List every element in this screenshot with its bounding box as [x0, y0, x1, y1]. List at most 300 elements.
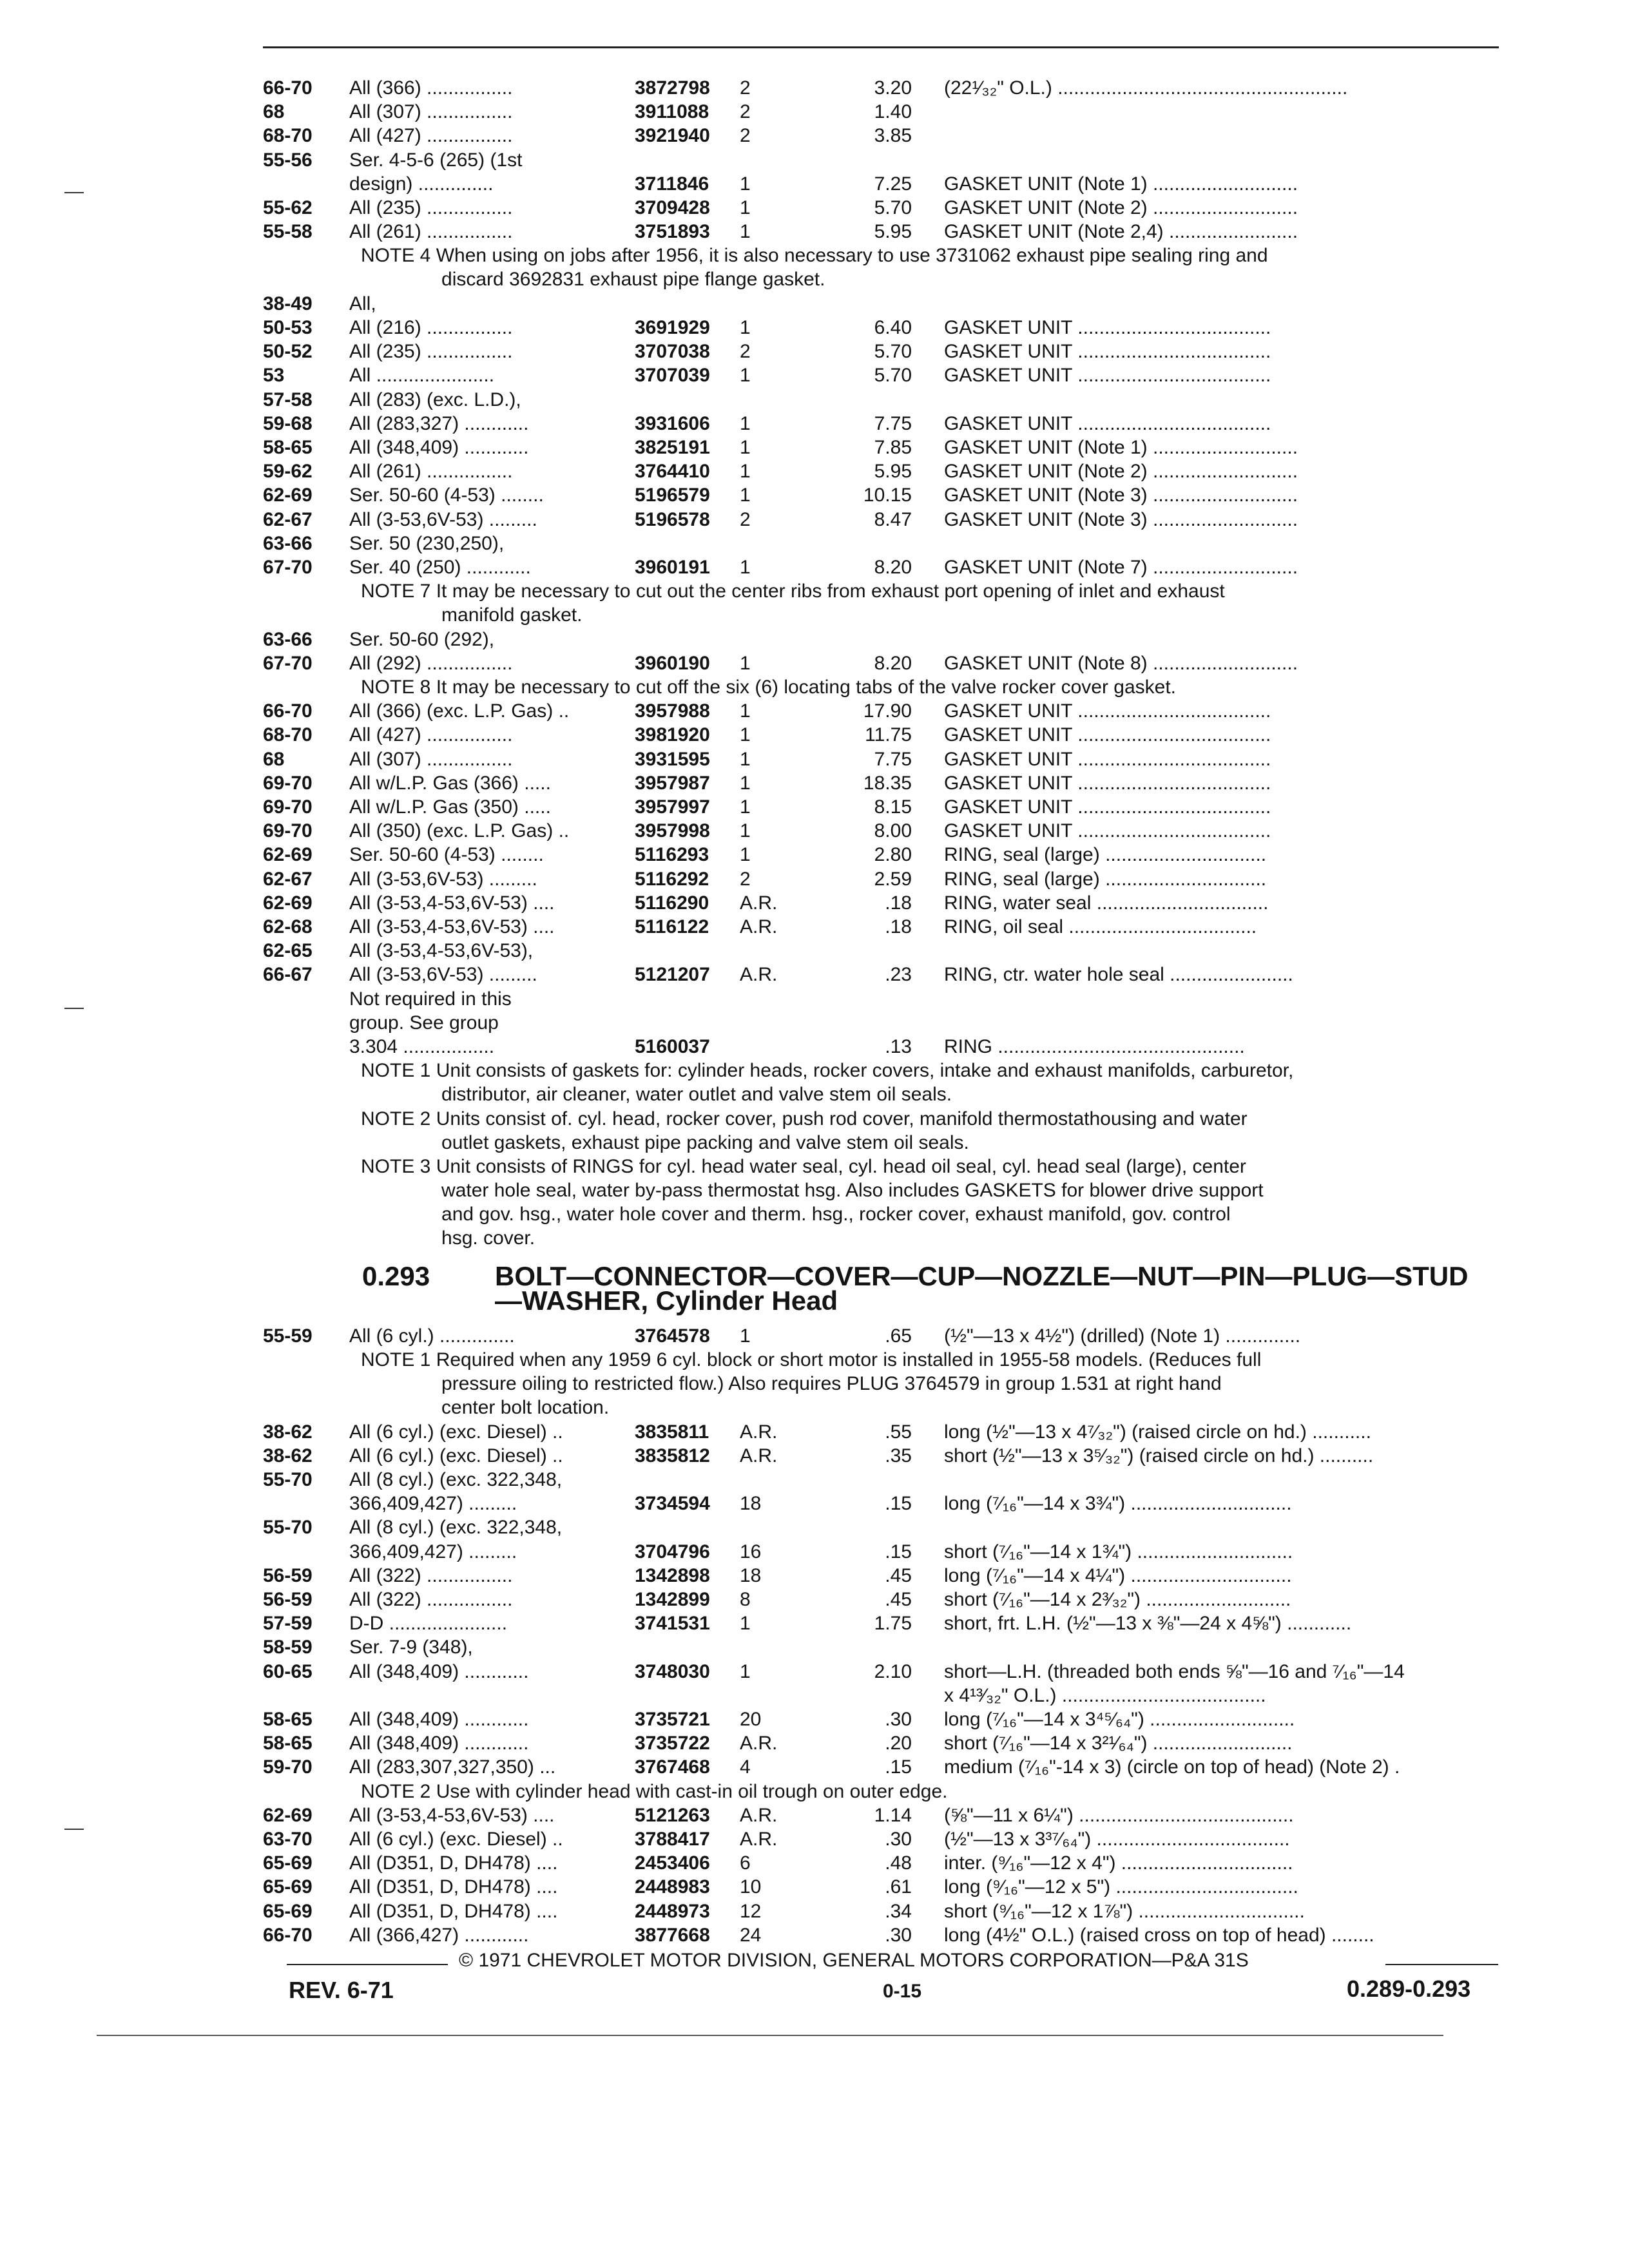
model-application: All (261) ................ — [349, 461, 513, 483]
model-years: 62-68 — [263, 916, 313, 937]
part-row — [0, 1731, 1629, 1755]
part-row — [0, 747, 1629, 771]
quantity: 24 — [740, 1924, 762, 1946]
model-application: All (3-53,6V-53) ......... — [349, 868, 537, 890]
model-application: All (3-53,6V-53) ......... — [349, 508, 537, 530]
part-number: 3764410 — [635, 461, 710, 483]
list-price: 2.10 — [874, 1660, 912, 1682]
quantity: 1 — [740, 197, 751, 218]
model-application: All (322) ................ — [349, 1589, 513, 1610]
model-application: All (307) ................ — [349, 101, 513, 123]
quantity: 1 — [740, 700, 751, 722]
model-years: 58-65 — [263, 1733, 313, 1754]
part-number: 3872798 — [635, 77, 710, 99]
part-row — [0, 1515, 1629, 1539]
model-application: All (322) ................ — [349, 1564, 513, 1586]
quantity: 2 — [740, 125, 751, 147]
part-description: short (⁷⁄₁₆"—14 x 1¾") ............................. — [944, 1541, 1293, 1562]
list-price: 3.20 — [874, 77, 912, 99]
list-price: 1.14 — [874, 1804, 912, 1826]
quantity: A.R. — [740, 1421, 778, 1443]
part-description: short, frt. L.H. (½"—13 x ⅜"—24 x 4⅝") ............ — [944, 1613, 1352, 1635]
part-number: 3788417 — [635, 1829, 710, 1850]
part-description: RING, water seal ................................ — [944, 892, 1269, 914]
part-row — [0, 483, 1629, 507]
model-application: All (6 cyl.) (exc. Diesel) .. — [349, 1445, 563, 1466]
part-row — [0, 340, 1629, 363]
part-description: GASKET UNIT (Note 1) ........................... — [944, 173, 1298, 195]
part-row — [0, 699, 1629, 723]
model-application: All (3-53,4-53,6V-53) .... — [349, 916, 555, 937]
group-subtitle: —WASHER, Cylinder Head — [495, 1285, 838, 1316]
part-description: short (⁷⁄₁₆"—14 x 3²¹⁄₆₄") .......................... — [944, 1733, 1293, 1754]
list-price: .35 — [885, 1445, 912, 1466]
list-price: 18.35 — [863, 772, 912, 794]
model-years: 58-65 — [263, 1709, 313, 1730]
model-years: 57-58 — [263, 389, 313, 410]
group-title: BOLT—CONNECTOR—COVER—CUP—NOZZLE—NUT—PIN—PLUG—STUD — [495, 1260, 1469, 1291]
quantity: 1 — [740, 820, 751, 842]
model-years: 59-62 — [263, 461, 313, 483]
model-years: 58-59 — [263, 1637, 313, 1658]
part-number: 3960191 — [635, 557, 710, 578]
list-price: .65 — [885, 1325, 912, 1347]
part-row — [0, 124, 1629, 148]
model-application: All, — [349, 293, 376, 314]
model-application: All (3-53,4-53,6V-53) .... — [349, 1804, 555, 1826]
model-application: All (348,409) ............ — [349, 437, 529, 458]
part-row — [0, 1635, 1629, 1659]
part-row — [0, 532, 1629, 555]
model-application: 366,409,427) ......... — [349, 1541, 517, 1562]
quantity: 12 — [740, 1900, 762, 1922]
part-row — [0, 508, 1629, 532]
list-price: .23 — [885, 964, 912, 986]
part-description: GASKET UNIT .................................... — [944, 748, 1271, 770]
model-application: All (348,409) ............ — [349, 1709, 529, 1730]
part-row — [0, 771, 1629, 795]
group-range: 0.289-0.293 — [1347, 1975, 1471, 2002]
model-years: 67-70 — [263, 557, 313, 578]
quantity: 8 — [740, 1589, 751, 1610]
model-years: 55-70 — [263, 1469, 313, 1490]
list-price: 7.25 — [874, 173, 912, 195]
part-row — [0, 220, 1629, 244]
list-price: .20 — [885, 1733, 912, 1754]
model-years: 62-67 — [263, 868, 313, 890]
quantity: 2 — [740, 77, 751, 99]
list-price: .61 — [885, 1876, 912, 1898]
part-number: 1342898 — [635, 1564, 710, 1586]
model-application: All (D351, D, DH478) .... — [349, 1900, 558, 1922]
model-years: 60-65 — [263, 1660, 313, 1682]
part-row — [0, 148, 1629, 172]
part-row — [0, 1755, 1629, 1779]
part-row — [0, 1324, 1629, 1348]
part-row — [0, 651, 1629, 675]
model-application: 3.304 ................. — [349, 1036, 495, 1057]
list-price: .15 — [885, 1541, 912, 1562]
list-price: 6.40 — [874, 317, 912, 338]
part-number: 3707038 — [635, 341, 710, 363]
catalog-note: NOTE 8 It may be necessary to cut off the six (6) locating tabs of the valve rocker cover gasket. — [361, 677, 1177, 698]
part-description: RING, seal (large) .............................. — [944, 844, 1267, 866]
part-number: 3957988 — [635, 700, 710, 722]
part-number: 3931595 — [635, 748, 710, 770]
model-years: 68-70 — [263, 724, 313, 746]
model-application: All (261) ................ — [349, 221, 513, 243]
model-years: 68 — [263, 101, 285, 123]
part-description: GASKET UNIT .................................... — [944, 412, 1271, 434]
quantity: 1 — [740, 772, 751, 794]
model-years: 63-66 — [263, 628, 313, 650]
quantity: 1 — [740, 748, 751, 770]
part-description: RING .............................................. — [944, 1036, 1245, 1057]
part-row — [0, 363, 1629, 387]
copyright-line: © 1971 CHEVROLET MOTOR DIVISION, GENERAL MOTORS CORPORATION—P&A 31S — [459, 1950, 1249, 1971]
list-price: .45 — [885, 1564, 912, 1586]
part-description: GASKET UNIT (Note 7) ........................... — [944, 557, 1298, 578]
model-years: 58-65 — [263, 437, 313, 458]
quantity: 16 — [740, 1541, 762, 1562]
model-years: 68 — [263, 748, 285, 770]
quantity: 2 — [740, 101, 751, 123]
part-number: 3931606 — [635, 412, 710, 434]
model-years: 66-70 — [263, 77, 313, 99]
list-price: .30 — [885, 1829, 912, 1850]
part-row — [0, 100, 1629, 124]
model-application: All (6 cyl.) (exc. Diesel) .. — [349, 1421, 563, 1443]
list-price: .30 — [885, 1709, 912, 1730]
part-row — [0, 388, 1629, 412]
part-number: 2448983 — [635, 1876, 710, 1898]
part-number: 3707039 — [635, 365, 710, 387]
quantity: A.R. — [740, 1829, 778, 1850]
list-price: 5.70 — [874, 341, 912, 363]
part-row — [0, 1035, 1629, 1059]
model-years: 65-69 — [263, 1900, 313, 1922]
part-description: long (⁹⁄₁₆"—12 x 5") .................................. — [944, 1876, 1298, 1898]
part-row — [0, 1420, 1629, 1444]
model-years: 62-69 — [263, 844, 313, 866]
list-price: 11.75 — [865, 724, 912, 746]
model-application: All (292) ................ — [349, 652, 513, 674]
part-number: 5116290 — [635, 892, 709, 914]
part-row — [0, 867, 1629, 891]
part-number: 2448973 — [635, 1900, 710, 1922]
quantity: 1 — [740, 557, 751, 578]
part-row — [0, 459, 1629, 483]
part-number: 3767468 — [635, 1756, 710, 1778]
part-row — [0, 628, 1629, 651]
part-row — [0, 987, 1629, 1011]
part-description: GASKET UNIT .................................... — [944, 796, 1271, 818]
part-number: 1342899 — [635, 1589, 710, 1610]
quantity: 10 — [740, 1876, 762, 1898]
model-application: group. See group — [349, 1012, 499, 1033]
part-description: RING, seal (large) .............................. — [944, 868, 1267, 890]
list-price: 17.90 — [863, 700, 912, 722]
model-years: 56-59 — [263, 1564, 313, 1586]
model-years: 59-70 — [263, 1756, 313, 1778]
model-years: 69-70 — [263, 820, 313, 842]
list-price: .45 — [885, 1589, 912, 1610]
part-number: 3911088 — [635, 101, 709, 123]
list-price: .18 — [885, 892, 912, 914]
part-row — [0, 555, 1629, 579]
model-years: 59-68 — [263, 412, 313, 434]
quantity: A.R. — [740, 1733, 778, 1754]
model-years: 62-69 — [263, 1804, 313, 1826]
model-years: 63-66 — [263, 532, 313, 554]
model-application: All (3-53,4-53,6V-53), — [349, 940, 534, 962]
model-years: 55-58 — [263, 221, 313, 243]
part-description: RING, ctr. water hole seal ....................... — [944, 964, 1293, 986]
model-application: All (348,409) ............ — [349, 1733, 529, 1754]
part-row — [0, 1851, 1629, 1875]
model-years: 38-62 — [263, 1421, 313, 1443]
part-description: GASKET UNIT (Note 1) ........................... — [944, 437, 1298, 458]
model-years: 38-49 — [263, 293, 313, 314]
list-price: 5.95 — [874, 461, 912, 483]
model-application: Ser. 50 (230,250), — [349, 532, 505, 554]
part-number: 3921940 — [635, 125, 710, 147]
part-row — [0, 1011, 1629, 1035]
model-application: All (427) ................ — [349, 125, 513, 147]
model-application: All (307) ................ — [349, 748, 513, 770]
list-price: .18 — [885, 916, 912, 937]
part-number: 3764578 — [635, 1325, 710, 1347]
part-row — [0, 1564, 1629, 1588]
part-description: long (4½" O.L.) (raised cross on top of head) ........ — [944, 1924, 1374, 1946]
list-price: 8.20 — [874, 557, 912, 578]
quantity: 4 — [740, 1756, 751, 1778]
model-application: All (D351, D, DH478) .... — [349, 1876, 558, 1898]
list-price: 2.80 — [874, 844, 912, 866]
part-row — [0, 1923, 1629, 1947]
model-application: Not required in this — [349, 988, 512, 1010]
list-price: 8.47 — [874, 508, 912, 530]
model-years: 69-70 — [263, 772, 313, 794]
model-application: All (D351, D, DH478) .... — [349, 1852, 558, 1874]
list-price: 7.85 — [874, 437, 912, 458]
quantity: 1 — [740, 173, 751, 195]
part-description: GASKET UNIT .................................... — [944, 700, 1271, 722]
model-application: All (366,427) ............ — [349, 1924, 529, 1946]
list-price: 7.75 — [874, 412, 912, 434]
part-number: 5116292 — [635, 868, 709, 890]
quantity: A.R. — [740, 892, 778, 914]
model-years: 50-53 — [263, 317, 313, 338]
part-number: 3835811 — [635, 1421, 709, 1443]
part-number: 5116293 — [635, 844, 709, 866]
list-price: .55 — [885, 1421, 912, 1443]
model-years: 62-67 — [263, 508, 313, 530]
part-description: GASKET UNIT .................................... — [944, 341, 1271, 363]
part-description: (⅝"—11 x 6¼") ........................................ — [944, 1804, 1294, 1826]
part-row — [0, 1803, 1629, 1827]
part-description: GASKET UNIT (Note 3) ........................... — [944, 508, 1298, 530]
part-description: (½"—13 x 3³⁷⁄₆₄") .................................... — [944, 1829, 1290, 1850]
list-price: 1.75 — [874, 1613, 912, 1635]
list-price: .15 — [885, 1756, 912, 1778]
part-number: 5121207 — [635, 964, 710, 986]
model-years: 65-69 — [263, 1876, 313, 1898]
quantity: 1 — [740, 317, 751, 338]
list-price: 7.75 — [874, 748, 912, 770]
model-years: 56-59 — [263, 1589, 313, 1610]
model-application: Ser. 40 (250) ............ — [349, 557, 531, 578]
list-price: 1.40 — [874, 101, 912, 123]
quantity: 1 — [740, 724, 751, 746]
quantity: 2 — [740, 508, 751, 530]
quantity: 1 — [740, 365, 751, 387]
model-years: 57-59 — [263, 1613, 313, 1635]
part-row — [0, 292, 1629, 316]
part-row — [0, 1899, 1629, 1923]
part-number: 3735722 — [635, 1733, 710, 1754]
model-years: 55-59 — [263, 1325, 313, 1347]
catalog-note: NOTE 3 Unit consists of RINGS for cyl. head water seal, cyl. head oil seal, cyl. head seal (large), center water hole seal, water by-pass thermostat hsg. Also includes GASKETS for blower drive support and gov. hsg., water hole cover and therm. hsg., rocker cover, exhaust manifold, gov. control hsg. cover. — [361, 1156, 1264, 1249]
quantity: 1 — [740, 796, 751, 818]
quantity: 1 — [740, 221, 751, 243]
model-years: 62-69 — [263, 485, 313, 506]
part-row — [0, 316, 1629, 340]
part-description: RING, oil seal ................................... — [944, 916, 1257, 937]
part-description: GASKET UNIT (Note 8) ........................... — [944, 652, 1298, 674]
quantity: A.R. — [740, 916, 778, 937]
part-description: GASKET UNIT .................................... — [944, 772, 1271, 794]
part-number: 5121263 — [635, 1804, 710, 1826]
part-description: (½"—13 x 4½") (drilled) (Note 1) .............. — [944, 1325, 1301, 1347]
model-application: All (6 cyl.) (exc. Diesel) .. — [349, 1829, 563, 1850]
part-number: 5116122 — [635, 916, 709, 937]
catalog-note: NOTE 1 Unit consists of gaskets for: cylinder heads, rocker covers, intake and exhaust manifolds, carburetor, distributor, air cleaner, water outlet and valve stem oil seals. — [361, 1060, 1294, 1106]
part-number: 2453406 — [635, 1852, 710, 1874]
quantity: 1 — [740, 844, 751, 866]
part-number: 3748030 — [635, 1660, 710, 1682]
part-row — [0, 723, 1629, 747]
part-description: long (⁷⁄₁₆"—14 x 4¼") .............................. — [944, 1564, 1292, 1586]
part-number: 3877668 — [635, 1924, 710, 1946]
part-number: 3957987 — [635, 772, 710, 794]
model-years: 62-65 — [263, 940, 313, 962]
quantity: 1 — [740, 1660, 751, 1682]
part-row — [0, 1707, 1629, 1731]
part-description: short (⁹⁄₁₆"—12 x 1⅞") ............................... — [944, 1900, 1305, 1922]
part-number: 3957997 — [635, 796, 710, 818]
part-description: inter. (⁹⁄₁₆"—12 x 4") ................................ — [944, 1852, 1293, 1874]
part-row — [0, 915, 1629, 939]
model-years: 67-70 — [263, 652, 313, 674]
part-row — [0, 1492, 1629, 1515]
model-application: All (216) ................ — [349, 317, 513, 338]
model-application: All (8 cyl.) (exc. 322,348, — [349, 1517, 563, 1539]
part-description: long (½"—13 x 4⁷⁄₃₂") (raised circle on hd.) ........... — [944, 1421, 1371, 1443]
part-row — [0, 1875, 1629, 1899]
list-price: 8.00 — [874, 820, 912, 842]
model-application: Ser. 7-9 (348), — [349, 1637, 473, 1658]
part-number: 3734594 — [635, 1493, 710, 1515]
part-description: medium (⁷⁄₁₆"-14 x 3) (circle on top of head) (Note 2) . — [944, 1756, 1400, 1778]
part-number: 3981920 — [635, 724, 710, 746]
model-application: D-D ...................... — [349, 1613, 508, 1635]
quantity: 20 — [740, 1709, 762, 1730]
part-number: 3957998 — [635, 820, 710, 842]
quantity: 1 — [740, 461, 751, 483]
revision-label: REV. 6-71 — [289, 1977, 394, 2003]
catalog-note: NOTE 2 Units consist of. cyl. head, rocker cover, push rod cover, manifold thermostathousing and water outlet gaskets, exhaust pipe packing and valve stem oil seals. — [361, 1108, 1248, 1153]
model-application: All (8 cyl.) (exc. 322,348, — [349, 1469, 563, 1490]
part-number: 3741531 — [635, 1613, 710, 1635]
model-years: 55-70 — [263, 1517, 313, 1539]
footer-rule-left — [287, 1964, 448, 1965]
list-price: 8.15 — [874, 796, 912, 818]
model-application: All (350) (exc. L.P. Gas) .. — [349, 820, 570, 842]
model-years: 66-70 — [263, 700, 313, 722]
model-application: All (283,307,327,350) ... — [349, 1756, 556, 1778]
model-years: 62-69 — [263, 892, 313, 914]
part-description: x 4¹³⁄₃₂" O.L.) ...................................... — [944, 1684, 1266, 1706]
part-description: long (⁷⁄₁₆"—14 x 3⁴⁵⁄₆₄") ........................... — [944, 1709, 1295, 1730]
part-row — [0, 1468, 1629, 1492]
part-description: GASKET UNIT (Note 2) ........................... — [944, 197, 1298, 218]
quantity: 18 — [740, 1564, 762, 1586]
part-row — [0, 412, 1629, 436]
part-number: 3735721 — [635, 1709, 710, 1730]
catalog-note: NOTE 1 Required when any 1959 6 cyl. block or short motor is installed in 1955-58 models. (Reduces full pressure oiling to restricted flow.) Also requires PLUG 3764579 in group 1.531 at right hand center bolt location. — [361, 1349, 1262, 1418]
model-application: Ser. 4-5-6 (265) (1st — [349, 149, 523, 171]
model-years: 63-70 — [263, 1829, 313, 1850]
part-number: 5160037 — [635, 1036, 710, 1057]
model-application: All (366) (exc. L.P. Gas) .. — [349, 700, 570, 722]
model-years: 66-70 — [263, 1924, 313, 1946]
model-years: 65-69 — [263, 1852, 313, 1874]
part-row — [0, 1660, 1629, 1684]
catalog-note: NOTE 7 It may be necessary to cut out the center ribs from exhaust port opening of inlet and exhaust manifold gasket. — [361, 581, 1225, 626]
list-price: 5.95 — [874, 221, 912, 243]
quantity: 1 — [740, 1325, 751, 1347]
part-row — [0, 76, 1629, 100]
model-years: 53 — [263, 365, 285, 387]
part-row — [0, 1827, 1629, 1851]
quantity: A.R. — [740, 964, 778, 986]
part-row — [0, 1684, 1629, 1707]
part-description: GASKET UNIT (Note 3) ........................... — [944, 485, 1298, 506]
part-row — [0, 1444, 1629, 1468]
list-price: 3.85 — [874, 125, 912, 147]
model-application: Ser. 50-60 (292), — [349, 628, 495, 650]
part-description: GASKET UNIT .................................... — [944, 724, 1271, 746]
part-description: short—L.H. (threaded both ends ⅝"—16 and ⁷⁄₁₆"—14 — [944, 1660, 1405, 1682]
part-number: 3835812 — [635, 1445, 710, 1466]
part-description: GASKET UNIT (Note 2) ........................... — [944, 461, 1298, 483]
part-row — [0, 891, 1629, 915]
model-application: All w/L.P. Gas (350) ..... — [349, 796, 551, 818]
quantity: 1 — [740, 437, 751, 458]
model-application: All (3-53,6V-53) ......... — [349, 964, 537, 986]
part-description: GASKET UNIT (Note 2,4) ........................ — [944, 221, 1298, 243]
part-description: GASKET UNIT .................................... — [944, 365, 1271, 387]
quantity: 2 — [740, 341, 751, 363]
quantity: 18 — [740, 1493, 762, 1515]
model-application: 366,409,427) ......... — [349, 1493, 517, 1515]
list-price: .48 — [885, 1852, 912, 1874]
list-price: 8.20 — [874, 652, 912, 674]
part-row — [0, 172, 1629, 196]
model-application: All (235) ................ — [349, 341, 513, 363]
part-description: GASKET UNIT .................................... — [944, 820, 1271, 842]
